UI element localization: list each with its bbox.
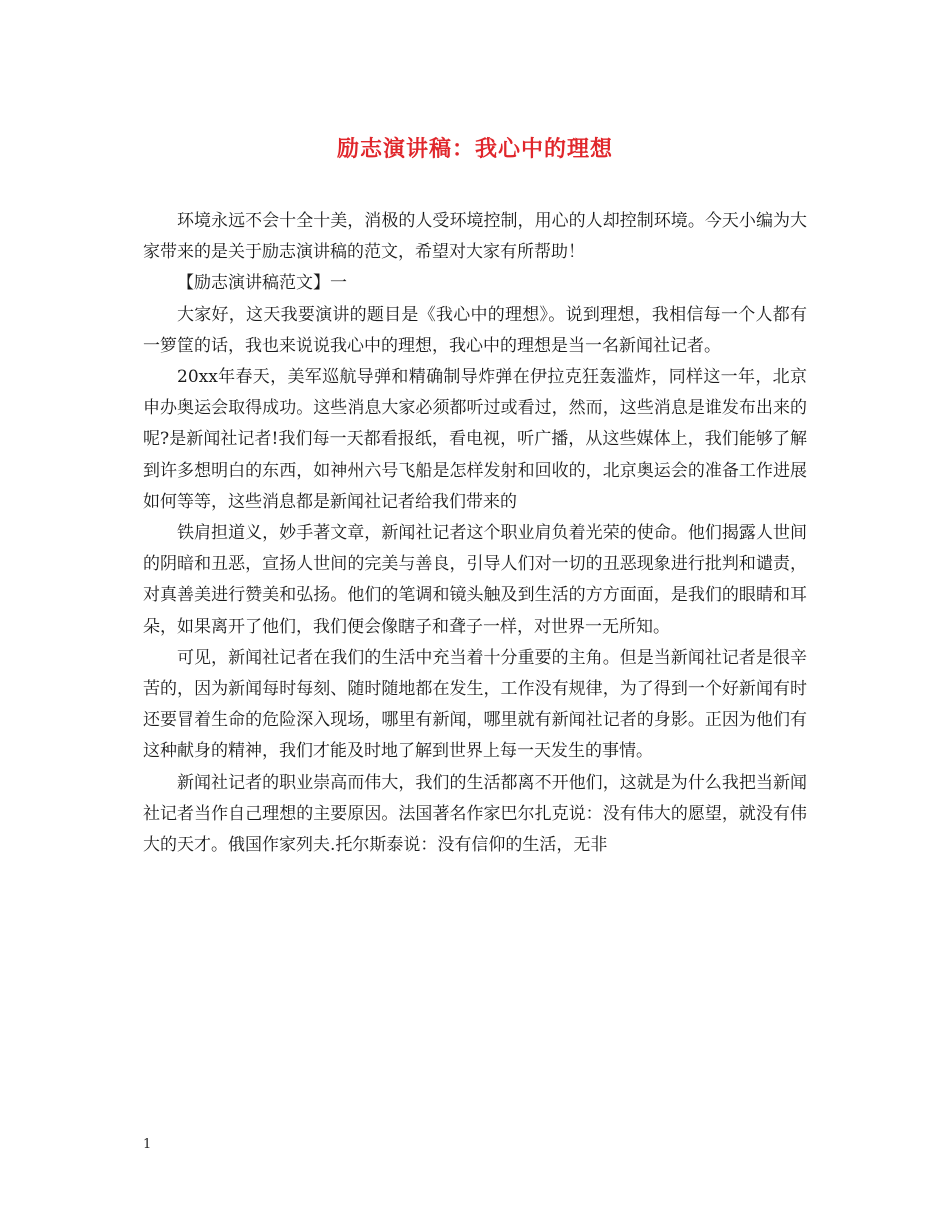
body-paragraph: 新闻社记者的职业崇高而伟大，我们的生活都离不开他们，这就是为什么我把当新闻社记者当作自己理想的主要原因。法国著名作家巴尔扎克说：没有伟大的愿望，就没有伟大的天才。俄国作家列夫.托尔斯泰说：没有信仰的生活，无非 [143,772,807,856]
intro-paragraph: 环境永远不会十全十美，消极的人受环境控制，用心的人却控制环境。今天小编为大家带来的是关于励志演讲稿的范文，希望对大家有所帮助！ [143,211,807,263]
page-number: 1 [143,1137,152,1152]
body-paragraph: 可见，新闻社记者在我们的生活中充当着十分重要的主角。但是当新闻社记者是很辛苦的，因为新闻每时每刻、随时随地都在发生，工作没有规律，为了得到一个好新闻有时还要冒着生命的危险深入现场，哪里有新闻，哪里就有新闻社记者的身影。正因为他们有这种献身的精神，我们才能及时地了解到世界上每一天发生的事情。 [143,647,807,762]
document-title: 励志演讲稿：我心中的理想 [336,136,613,162]
document-body [143,206,807,861]
body-paragraph: 20xx年春天，美军巡航导弹和精确制导炸弹在伊拉克狂轰滥炸，同样这一年，北京申办奥运会取得成功。这些消息大家必须都听过或看过，然而，这些消息是谁发布出来的呢?是新闻社记者!我们每一天都看报纸，看电视，听广播，从这些媒体上，我们能够了解到许多想明白的东西，如神州六号飞船是怎样发射和回收的，北京奥运会的准备工作进展如何等等，这些消息都是新闻社记者给我们带来的 [143,367,807,512]
body-paragraph: 大家好，这天我要演讲的题目是《我心中的理想》。说到理想，我相信每一个人都有一箩筐的话，我也来说说我心中的理想，我心中的理想是当一名新闻社记者。 [143,304,807,356]
section-label: 【励志演讲稿范文】一 [177,273,347,294]
body-paragraph: 铁肩担道义，妙手著文章，新闻社记者这个职业肩负着光荣的使命。他们揭露人世间的阴暗和丑恶，宣扬人世间的完美与善良，引导人们对一切的丑恶现象进行批判和谴责，对真善美进行赞美和弘扬。他们的笔调和镜头触及到生活的方方面面，是我们的眼睛和耳朵，如果离开了他们，我们便会像瞎子和聋子一样，对世界一无所知。 [143,523,807,637]
